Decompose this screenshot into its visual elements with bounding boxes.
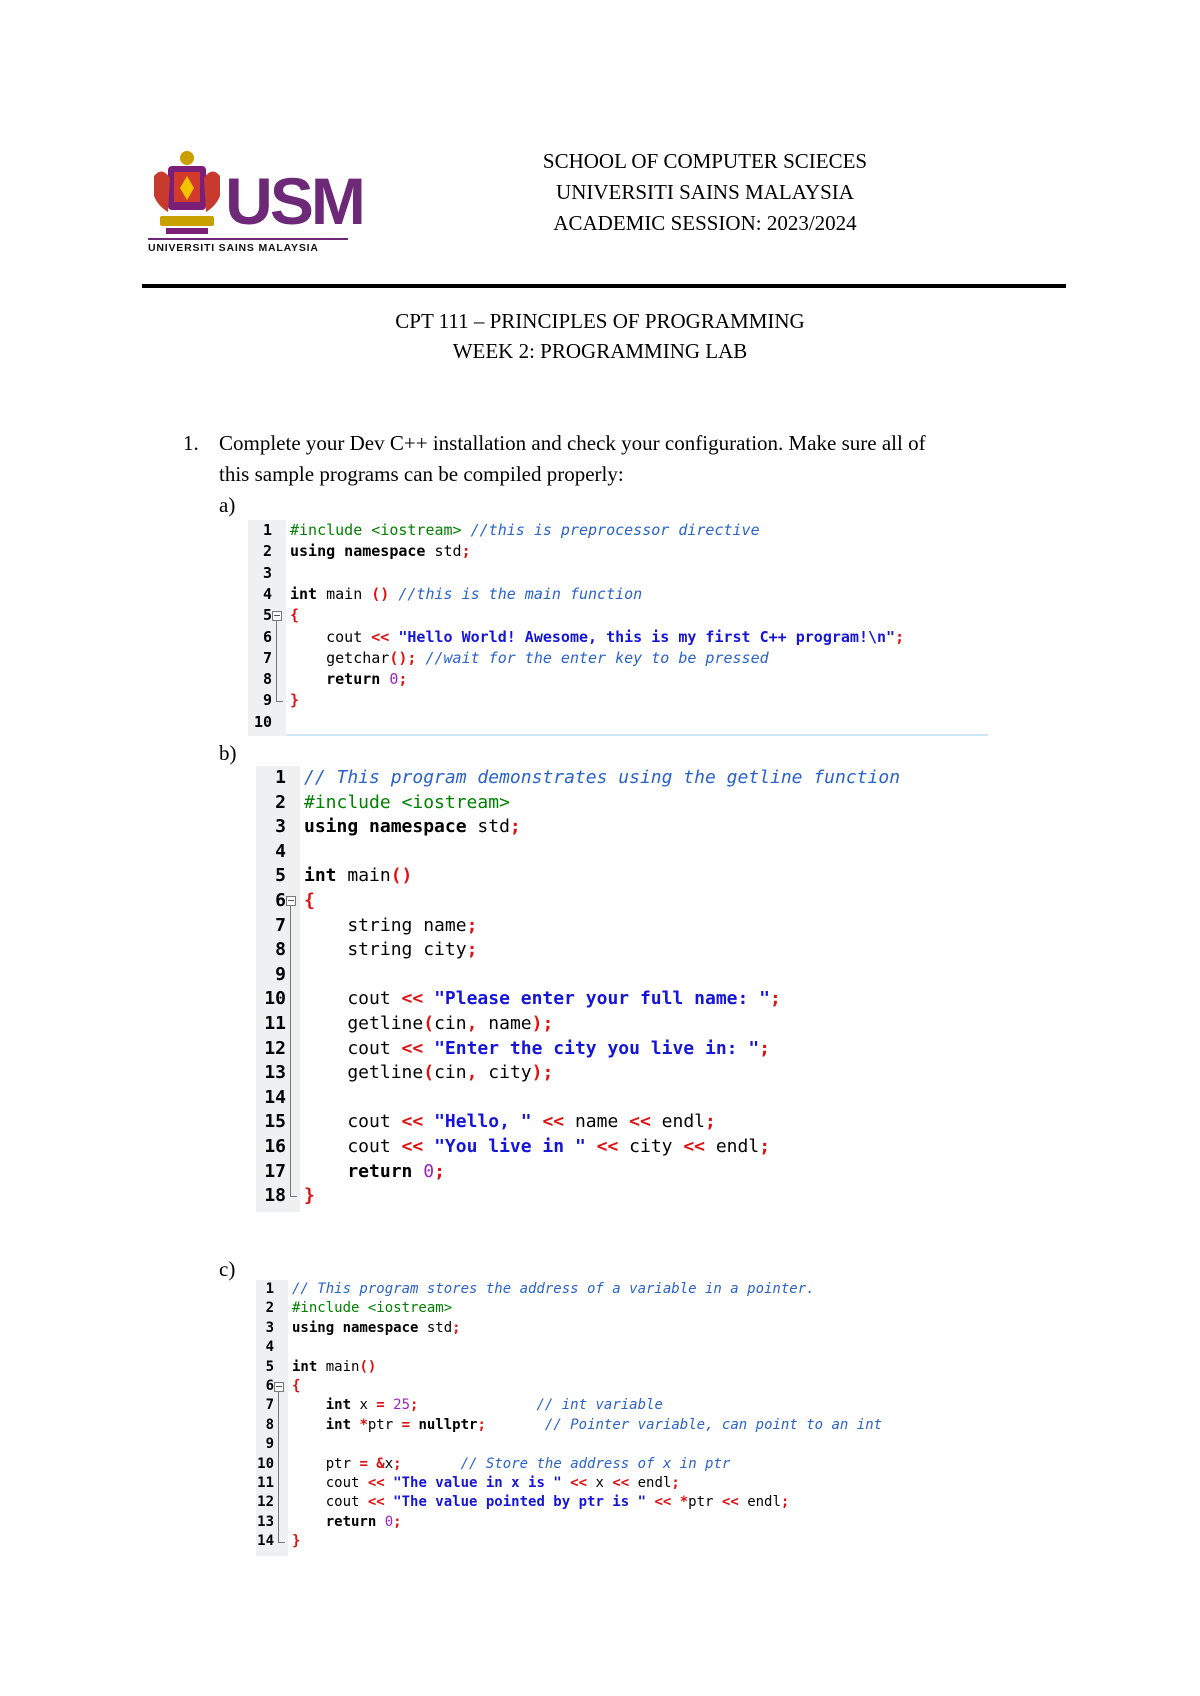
- line-number: 9: [275, 963, 286, 985]
- code-block-b: [256, 766, 956, 1212]
- header-divider: [142, 284, 1066, 288]
- code-token: "Please enter your full name: ": [434, 988, 771, 1010]
- part-b-label: b): [219, 741, 237, 765]
- code-token: );: [531, 1013, 554, 1034]
- code-token: {: [290, 606, 300, 625]
- code-token: ;: [895, 627, 905, 646]
- code-token: ;: [780, 1494, 790, 1511]
- line-number: 8: [275, 939, 286, 961]
- code-token: #include <iostream>: [304, 791, 510, 813]
- code-token: name: [488, 1013, 532, 1034]
- code-token: getline: [304, 1013, 424, 1034]
- code-line: [304, 766, 900, 791]
- code-token: <<: [629, 1111, 662, 1133]
- code-token: main: [326, 584, 372, 603]
- code-token: 0: [384, 1513, 394, 1530]
- code-token: ;: [770, 988, 781, 1010]
- code-token: using namespace: [304, 816, 478, 838]
- code-line: [304, 1160, 445, 1185]
- code-token: "The value pointed by ptr is ": [393, 1494, 655, 1511]
- course-title: CPT 111 – PRINCIPLES OF PROGRAMMING: [395, 309, 805, 333]
- line-number: 3: [275, 816, 286, 838]
- code-token: cout: [290, 627, 372, 646]
- line-number: 5: [265, 1358, 274, 1375]
- code-token: ();: [389, 648, 426, 667]
- line-number: 1: [262, 521, 272, 539]
- code-line: [292, 1280, 815, 1299]
- code-token: {: [292, 1378, 301, 1394]
- code-line: [304, 791, 510, 816]
- usm-wordmark: [225, 160, 363, 238]
- code-token: cout: [304, 988, 402, 1010]
- code-line: [290, 520, 760, 541]
- code-line: [304, 815, 521, 840]
- code-token: getchar: [290, 648, 390, 667]
- code-token: <<: [371, 627, 399, 646]
- code-line: [292, 1377, 300, 1396]
- code-token: <<: [683, 1136, 716, 1157]
- line-number: 4: [265, 1339, 274, 1356]
- code-token: "You live in ": [434, 1136, 597, 1157]
- course-subtitle: WEEK 2: PROGRAMMING LAB: [452, 339, 748, 363]
- line-number: 5: [262, 606, 272, 625]
- code-line: [292, 1416, 882, 1435]
- question-text-line-2: this sample programs can be compiled properly:: [219, 462, 624, 486]
- fold-end-marker: [290, 1184, 297, 1197]
- code-line: [304, 1184, 315, 1209]
- code-token: cin: [434, 1013, 467, 1034]
- code-token: ;: [461, 542, 471, 561]
- line-number: 14: [264, 1086, 286, 1108]
- code-token: "Hello, ": [434, 1111, 543, 1133]
- code-token: ;: [410, 1397, 419, 1414]
- line-number: 3: [262, 563, 272, 582]
- code-token: ;: [452, 1319, 461, 1336]
- line-number: 18: [264, 1185, 286, 1207]
- code-block-c: [256, 1280, 936, 1556]
- code-line: [304, 1135, 770, 1160]
- code-token: ptr: [292, 1455, 360, 1472]
- line-number: 14: [257, 1533, 274, 1550]
- line-number: 13: [257, 1513, 274, 1530]
- code-line: [304, 1012, 553, 1037]
- line-number: 10: [257, 1455, 274, 1472]
- code-token: 25: [393, 1397, 411, 1414]
- line-number: 7: [275, 914, 286, 936]
- code-token: ;: [509, 816, 521, 838]
- line-number: 6: [265, 1378, 274, 1394]
- code-token: using namespace: [290, 542, 435, 561]
- code-token: <<: [721, 1494, 748, 1511]
- line-number: 11: [257, 1475, 274, 1491]
- code-token: <<: [367, 1494, 394, 1511]
- code-line: [292, 1474, 680, 1493]
- code-line: [290, 669, 407, 690]
- code-line: [290, 541, 471, 562]
- code-token: #include <iostream>: [290, 521, 471, 539]
- code-token: cout: [292, 1494, 368, 1511]
- code-token: *: [359, 1416, 368, 1433]
- code-token: <<: [401, 1111, 435, 1133]
- code-line: [304, 1110, 716, 1135]
- institution-header: [460, 146, 950, 239]
- code-token: ;: [759, 1037, 771, 1059]
- code-token: //wait for the enter key to be pressed: [425, 648, 769, 667]
- code-token: << *: [654, 1494, 689, 1511]
- fold-guide-line: [290, 906, 291, 1196]
- code-token: // Store the address of x in ptr: [460, 1455, 731, 1472]
- code-token: (: [423, 1013, 435, 1034]
- logo-caption: UNIVERSITI SAINS MALAYSIA: [148, 242, 319, 254]
- code-token: [418, 1397, 536, 1413]
- code-token: cout: [292, 1475, 368, 1491]
- code-token: // int variable: [536, 1397, 663, 1414]
- code-token: std: [426, 1319, 453, 1336]
- question-text-line-1: Complete your Dev C++ installation and check your configuration. Make sure all of: [219, 431, 926, 455]
- code-token: (): [359, 1358, 377, 1375]
- part-c-label: c): [219, 1257, 236, 1281]
- code-token: <<: [612, 1475, 638, 1491]
- line-number: 8: [262, 670, 272, 689]
- code-token: ;: [398, 670, 408, 689]
- code-token: ;: [466, 939, 478, 961]
- code-token: int: [290, 584, 327, 603]
- code-token: ;: [466, 914, 478, 936]
- code-token: "Hello World! Awesome, this is my first C++ program!\n": [398, 627, 896, 646]
- code-token: endl: [661, 1111, 706, 1133]
- line-number: 15: [264, 1111, 286, 1133]
- code-token: //this is the main function: [398, 584, 643, 603]
- editor-bottom-border: [286, 734, 988, 736]
- code-token: ,: [466, 1062, 489, 1084]
- line-number: 7: [262, 648, 272, 667]
- code-token: ;: [705, 1111, 716, 1133]
- code-line: [290, 584, 642, 605]
- code-line: [304, 889, 315, 914]
- code-token: [402, 1456, 461, 1472]
- code-token: city: [629, 1136, 684, 1157]
- code-token: "Enter the city you live in: ": [434, 1037, 760, 1059]
- code-token: <<: [570, 1475, 596, 1491]
- code-token: // This program demonstrates using the getline function: [304, 767, 901, 788]
- code-line: [304, 864, 412, 889]
- code-token: getline: [304, 1062, 424, 1084]
- code-line: [304, 1061, 553, 1086]
- code-token: "The value in x is ": [393, 1475, 571, 1491]
- code-token: <<: [401, 1037, 435, 1059]
- code-token: return: [304, 1160, 424, 1182]
- code-token: cout: [304, 1136, 402, 1157]
- code-token: (): [390, 865, 413, 887]
- code-token: }: [290, 691, 300, 710]
- code-token: );: [531, 1062, 554, 1084]
- part-a-label: a): [219, 493, 236, 517]
- code-token: cout: [304, 1111, 402, 1133]
- code-token: =: [376, 1397, 394, 1414]
- university-name: UNIVERSITI SAINS MALAYSIA: [556, 180, 854, 204]
- code-token: return: [290, 670, 390, 689]
- line-number: 10: [264, 988, 286, 1010]
- code-token: }: [304, 1185, 315, 1207]
- code-line: [292, 1396, 663, 1415]
- code-token: (: [423, 1062, 435, 1084]
- code-token: return: [292, 1513, 385, 1530]
- line-number: 10: [253, 712, 272, 731]
- line-number: 1: [265, 1281, 274, 1297]
- code-token: int: [292, 1416, 360, 1433]
- code-token: int: [292, 1358, 326, 1375]
- code-token: endl: [715, 1136, 760, 1157]
- code-token: ;: [759, 1136, 771, 1157]
- academic-session: ACADEMIC SESSION: 2023/2024: [553, 211, 857, 235]
- code-token: city: [488, 1062, 532, 1084]
- line-number: 9: [262, 691, 272, 710]
- line-number: 6: [275, 890, 286, 911]
- code-line: [304, 914, 477, 939]
- line-number: 11: [264, 1013, 286, 1034]
- code-token: ;: [477, 1416, 486, 1433]
- code-token: =: [401, 1416, 419, 1433]
- code-line: [292, 1299, 452, 1318]
- code-line: [290, 605, 299, 626]
- usm-logo: [148, 146, 363, 256]
- code-token: ;: [434, 1160, 445, 1182]
- code-block-a: [248, 520, 988, 736]
- code-token: main: [325, 1358, 360, 1375]
- line-number: 5: [275, 865, 286, 887]
- code-line: [292, 1532, 300, 1551]
- code-token: main: [347, 865, 391, 887]
- question-number: 1.: [183, 431, 199, 455]
- code-line: [290, 690, 299, 711]
- code-line: [292, 1319, 461, 1338]
- code-token: ;: [671, 1475, 680, 1491]
- code-token: // This program stores the address of a variable in a pointer.: [292, 1281, 815, 1297]
- line-number: 13: [264, 1062, 286, 1084]
- code-token: }: [292, 1533, 301, 1550]
- code-token: ;: [393, 1513, 402, 1530]
- code-token: #include <iostream>: [292, 1300, 453, 1317]
- line-number: 9: [265, 1436, 274, 1453]
- line-number: 3: [265, 1319, 274, 1336]
- line-number: 6: [262, 627, 272, 646]
- code-token: (): [371, 584, 399, 603]
- code-token: string city: [304, 939, 467, 961]
- code-token: // Pointer variable, can point to an int: [544, 1416, 883, 1433]
- fold-toggle-icon[interactable]: [274, 1382, 284, 1392]
- line-number: 8: [265, 1416, 274, 1433]
- question-text: [219, 428, 1079, 490]
- code-token: std: [434, 542, 462, 561]
- line-number: 2: [265, 1300, 274, 1317]
- code-token: {: [304, 890, 315, 911]
- code-token: ptr: [367, 1416, 402, 1433]
- fold-guide-line: [276, 621, 277, 701]
- code-token: nullptr: [418, 1416, 478, 1433]
- code-token: x: [384, 1455, 394, 1472]
- fold-end-marker: [276, 690, 283, 702]
- code-token: string name: [304, 914, 467, 936]
- code-line: [290, 627, 904, 648]
- code-token: int: [304, 865, 348, 887]
- line-number: 7: [265, 1397, 274, 1414]
- line-number: 4: [275, 840, 286, 862]
- code-token: <<: [542, 1111, 575, 1133]
- fold-toggle-icon[interactable]: [272, 611, 282, 621]
- fold-toggle-icon[interactable]: [286, 896, 296, 906]
- code-line: [304, 1037, 770, 1062]
- code-token: <<: [596, 1136, 630, 1157]
- code-line: [292, 1358, 376, 1377]
- line-number: 4: [262, 584, 272, 603]
- code-token: std: [477, 816, 510, 838]
- code-line: [290, 648, 769, 669]
- line-number: 1: [275, 767, 286, 788]
- code-line: [304, 938, 477, 963]
- line-number: 12: [264, 1037, 286, 1059]
- code-line: [292, 1455, 730, 1474]
- fold-guide-line: [278, 1392, 279, 1542]
- code-token: = &: [359, 1455, 385, 1472]
- course-title-block: [240, 306, 960, 366]
- code-token: <<: [401, 1136, 435, 1157]
- line-number: 2: [275, 791, 286, 813]
- fold-end-marker: [278, 1532, 285, 1543]
- code-line: [292, 1513, 402, 1532]
- code-token: cin: [434, 1062, 467, 1084]
- code-token: 0: [389, 670, 399, 689]
- school-name: SCHOOL OF COMPUTER SCIECES: [542, 149, 868, 173]
- code-token: endl: [747, 1494, 781, 1511]
- code-token: ,: [466, 1013, 489, 1034]
- code-token: ptr: [688, 1494, 722, 1511]
- svg-text:USM: USM: [225, 164, 363, 238]
- code-token: <<: [367, 1475, 394, 1491]
- line-number: 2: [262, 542, 272, 561]
- code-line: [304, 987, 781, 1012]
- code-token: int: [292, 1397, 360, 1414]
- code-token: <<: [401, 988, 435, 1010]
- code-token: cout: [304, 1037, 402, 1059]
- code-line: [292, 1493, 789, 1512]
- code-token: x: [595, 1475, 613, 1491]
- code-token: //this is preprocessor directive: [470, 521, 760, 539]
- code-token: 0: [423, 1160, 435, 1182]
- code-token: name: [574, 1111, 630, 1133]
- code-token: endl: [637, 1475, 672, 1491]
- line-number: 16: [264, 1136, 286, 1157]
- code-token: x: [359, 1397, 377, 1414]
- line-number: 12: [257, 1494, 274, 1511]
- university-crest-icon: [148, 146, 226, 238]
- code-token: using namespace: [292, 1319, 427, 1336]
- line-number: 17: [264, 1160, 286, 1182]
- code-token: ;: [393, 1455, 402, 1472]
- code-token: [486, 1417, 545, 1433]
